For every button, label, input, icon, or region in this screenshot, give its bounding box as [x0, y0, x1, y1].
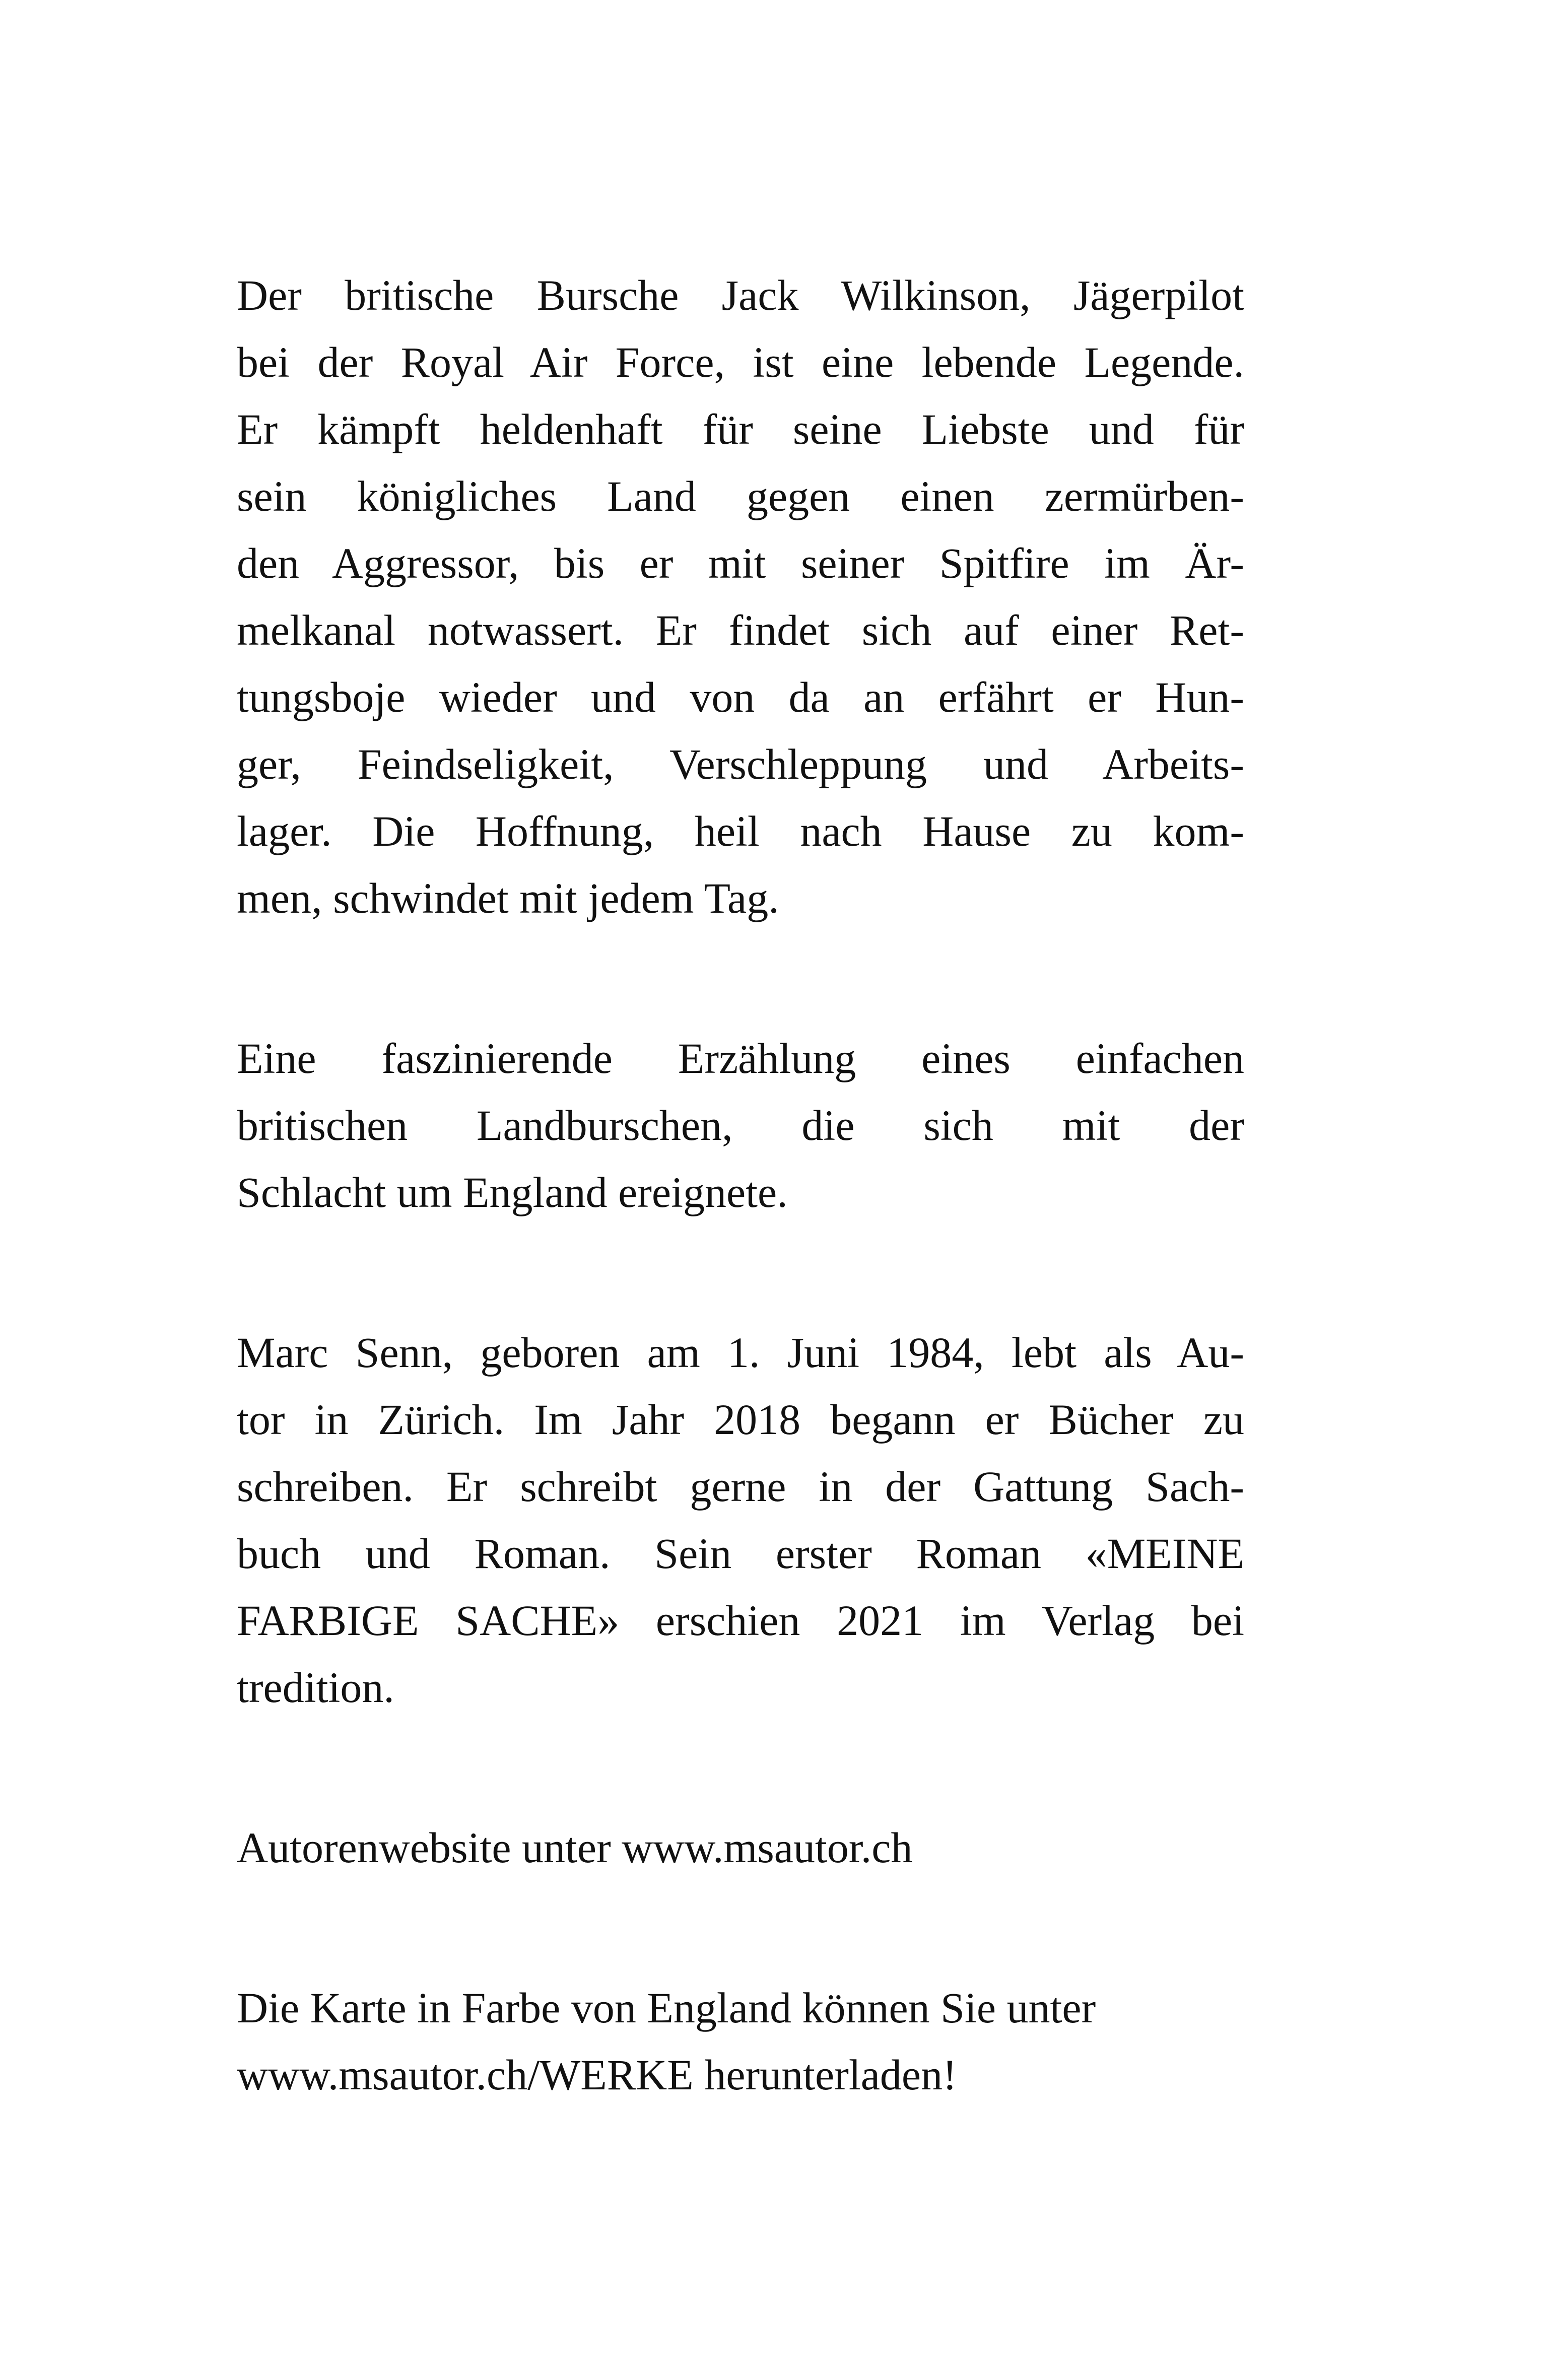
text-line: bei der Royal Air Force, ist eine lebende Legende.	[237, 338, 1244, 386]
text-line: britischen Landburschen, die sich mit der	[237, 1101, 1244, 1149]
paragraph-map-download	[237, 1975, 1244, 2109]
text-line: Eine faszinierende Erzählung eines einfachen	[237, 1034, 1244, 1082]
paragraph-gap	[237, 1721, 1244, 1814]
text-line: tungsboje wieder und von da an erfährt er Hun-	[237, 673, 1244, 721]
text-line: buch und Roman. Sein erster Roman «MEINE	[237, 1529, 1244, 1578]
text-line: Er kämpft heldenhaft für seine Liebste und für	[237, 405, 1244, 453]
text-line: FARBIGE SACHE» erschien 2021 im Verlag bei	[237, 1596, 1244, 1645]
text-line: Autorenwebsite unter www.msautor.ch	[237, 1823, 913, 1872]
text-line: Der britische Bursche Jack Wilkinson, Jägerpilot	[237, 271, 1244, 319]
paragraph-gap	[237, 1226, 1244, 1319]
text-line: tor in Zürich. Im Jahr 2018 begann er Bücher zu	[237, 1395, 1244, 1444]
text-line: Die Karte in Farbe von England können Sie unter	[237, 1984, 1096, 2032]
paragraph-author-bio	[237, 1319, 1244, 1721]
text-line: schreiben. Er schreibt gerne in der Gattung Sach-	[237, 1462, 1244, 1511]
text-line: men, schwindet mit jedem Tag.	[237, 874, 779, 922]
paragraph-teaser	[237, 1025, 1244, 1226]
paragraph-gap	[237, 932, 1244, 1025]
text-line: sein königliches Land gegen einen zermürben-	[237, 472, 1244, 520]
blurb-text	[237, 262, 1244, 2109]
paragraph-website	[237, 1814, 1244, 1881]
text-line: Marc Senn, geboren am 1. Juni 1984, lebt als Au-	[237, 1328, 1244, 1377]
text-line: Schlacht um England ereignete.	[237, 1168, 788, 1216]
text-line: tredition.	[237, 1663, 394, 1712]
text-line: ger, Feindseligkeit, Verschleppung und Arbeits-	[237, 740, 1244, 788]
paragraph-synopsis	[237, 262, 1244, 932]
text-line: melkanal notwassert. Er findet sich auf einer Ret-	[237, 606, 1244, 654]
text-line: lager. Die Hoffnung, heil nach Hause zu kom-	[237, 807, 1244, 855]
text-line: www.msautor.ch/WERKE herunterladen!	[237, 2051, 957, 2099]
text-line: den Aggressor, bis er mit seiner Spitfire im Är-	[237, 539, 1244, 587]
paragraph-gap	[237, 1881, 1244, 1975]
